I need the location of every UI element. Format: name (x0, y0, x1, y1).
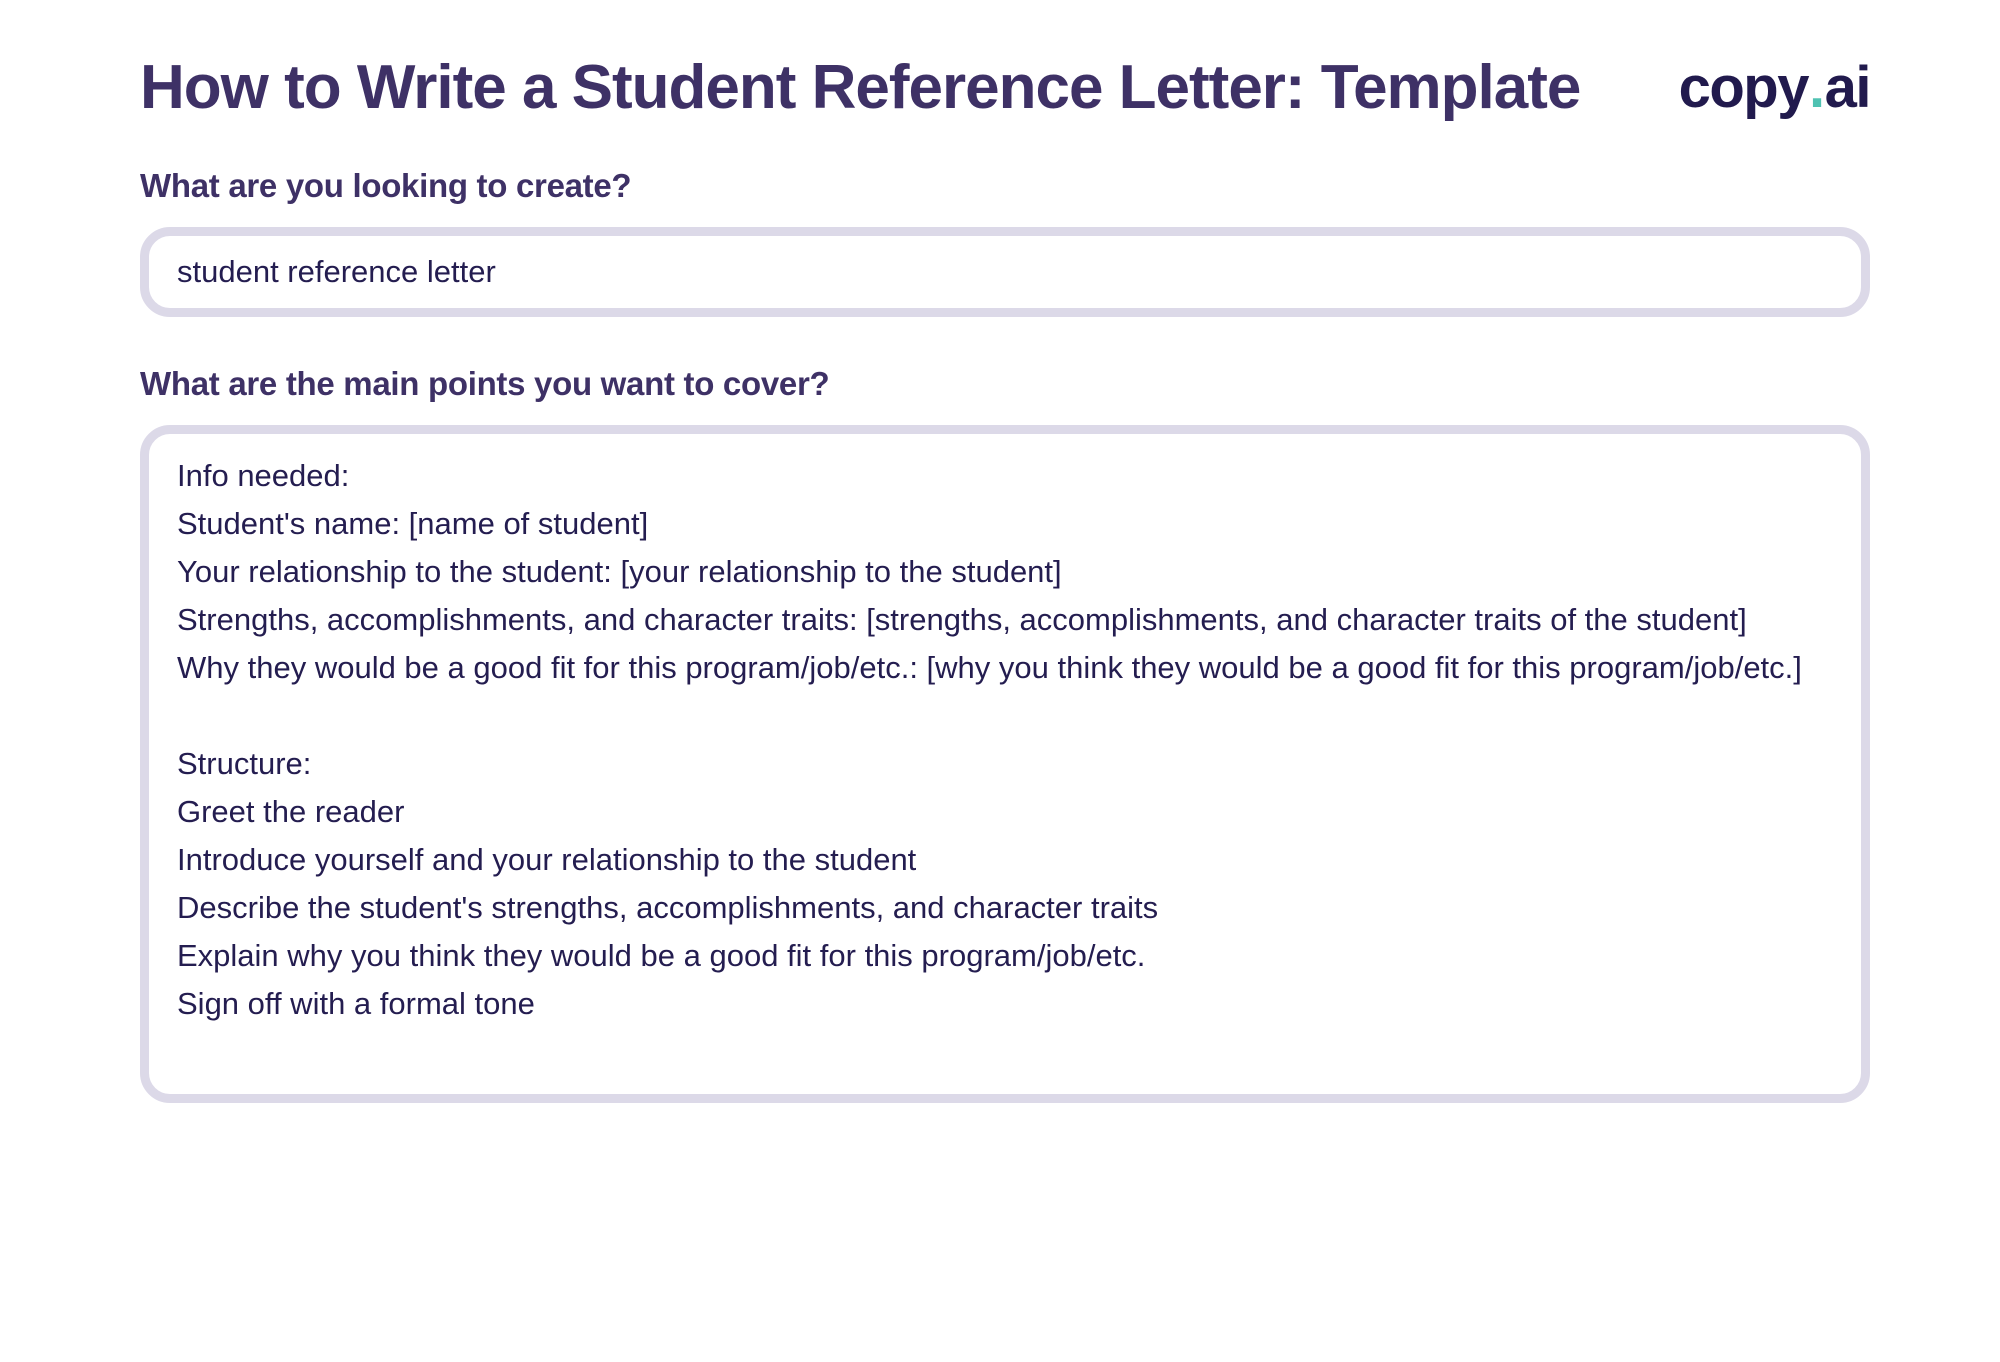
logo-text-ai: ai (1824, 55, 1870, 121)
create-input[interactable] (140, 227, 1870, 317)
logo-text-copy: copy (1678, 55, 1808, 121)
question2-label: What are the main points you want to cover? (140, 365, 830, 403)
logo-dot: . (1809, 55, 1824, 121)
page-title: How to Write a Student Reference Letter: Template (140, 53, 1581, 122)
copyai-logo (1679, 54, 1870, 121)
header (140, 52, 1870, 123)
question1-label: What are you looking to create? (140, 167, 632, 205)
main-points-textarea[interactable] (140, 425, 1870, 1103)
